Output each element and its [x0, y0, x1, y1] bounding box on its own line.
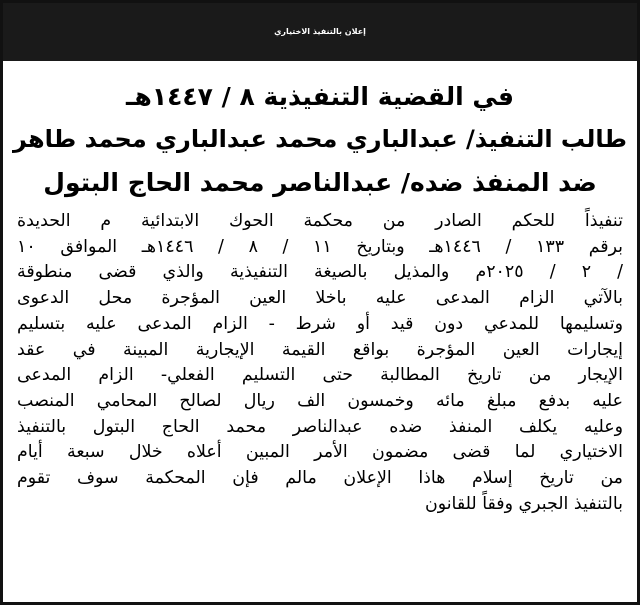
applicant-heading: طالب التنفيذ/ عبدالباري محمد عبدالباري محمد طاهر [13, 125, 627, 153]
notice-title-banner: إعلان بالتنفيذ الاختياري [3, 3, 637, 61]
body-line: برقم ١٣٣ / ١٤٤٦هـ وبتاريخ ١١ / ٨ / ١٤٤٦هـ الموافق ١٠ [17, 236, 624, 257]
respondent-heading: ضد المنفذ ضده/ عبدالناصر محمد الحاج البتول [43, 168, 597, 197]
body-line: من تاريخ إسلام هاذا الإعلان مالم فإن المحكمة سوف تقوم [17, 468, 623, 489]
body-line: وعليه يكلف المنفذ ضده عبدالناصر محمد الحاج البتول بالتنفيذ [17, 416, 623, 437]
body-line: بالتنفيذ الجبري وفقاً للقانون [424, 493, 623, 514]
body-line: الاختياري لما قضى مضمون الأمر المبين أعلاه خلال سبعة أيام [17, 442, 623, 463]
body-line: عليه بدفع مبلغ مائه وخمسون الف ريال لصالح المحامي المنصب [17, 390, 623, 411]
body-line: / ٢ / ٢٠٢٥م والمذيل بالصيغة التنفيذية والذي قضى منطوقة [17, 262, 624, 283]
body-line: تنفيذاً للحكم الصادر من محكمة الحوك الابتدائية م الحديدة [17, 211, 623, 231]
body-line: الإيجار من تاريخ المطالبة حتى التسليم الفعلي- الزام المدعى [17, 365, 623, 386]
case-headings [13, 75, 627, 204]
body-line: بالآتي الزام المدعى عليه باخلا العين المؤجرة محل الدعوى [17, 288, 623, 309]
notice-body [17, 209, 623, 517]
body-line: إيجارات العين المؤجرة بواقع القيمة الإيجارية المبينة في عقد [17, 339, 623, 360]
case-number-heading: في القضية التنفيذية ٨ / ١٤٤٧هـ [125, 82, 515, 111]
body-line: وتسليمها للمدعي دون قيد أو شرط - الزام المدعى عليه بتسليم [17, 313, 623, 334]
